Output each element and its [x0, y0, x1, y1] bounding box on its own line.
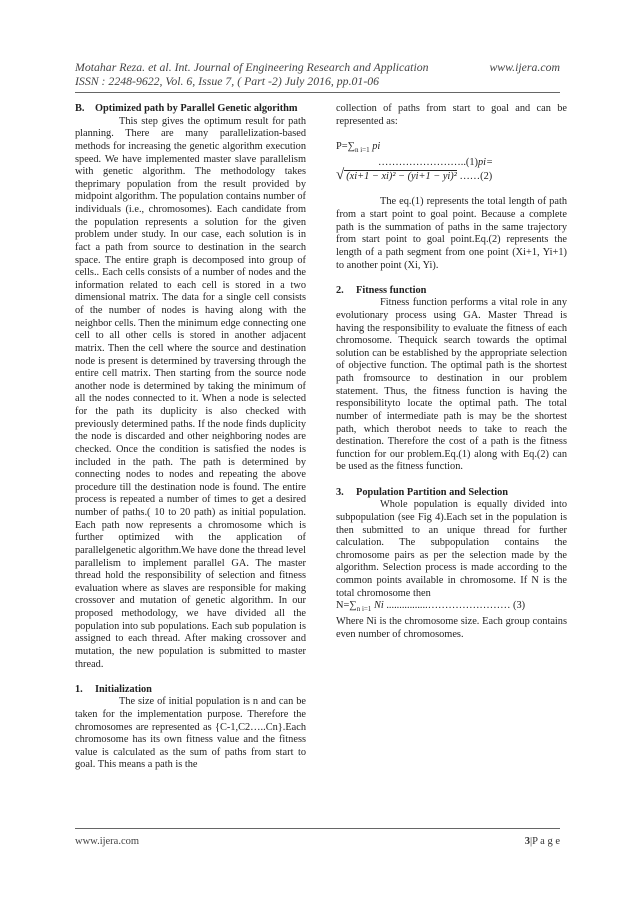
- equation-1: [336, 141, 567, 157]
- path-intro: collection of paths from start to goal and can be represented as:: [336, 103, 567, 127]
- section-2-title: Fitness function: [356, 284, 427, 296]
- issn-line: ISSN : 2248-9622, Vol. 6, Issue 7, ( Part -2) July 2016, pp.01-06: [75, 74, 380, 88]
- section-2-body: Fitness function performs a vital role in any evolutionary process using GA. Master Thread is having the responsibility to evaluate the fitness of each chromosome. Thequick search towards the optimal solution can be established by the appropriate selection of objective function. The optimal path is the shortest path fromsource to destination in our problem statement. Thus, the fitness function is having the responsibilityto locate the optimal path. The total number of intermediate path is may be the shortest path, which therobot needs to take to reach the destination. Therefore the cost of a path is the fitness function for our problem.Eq.(1) along with Eq.(2) can be used as the fitness function.: [336, 297, 567, 473]
- section-b-title: Optimized path by Parallel Genetic algorithm: [95, 103, 298, 114]
- section-1-title: Initialization: [95, 683, 152, 695]
- section-3-heading: [336, 487, 567, 500]
- eq3-limits: n i=1: [356, 605, 372, 614]
- eq1b-term: pi=: [477, 156, 494, 168]
- eq2-dots: ……(2): [459, 171, 493, 183]
- eq3-prefix: N=∑: [336, 600, 357, 612]
- equation-2: [336, 169, 567, 184]
- section-b-body: This step gives the optimum result for path planning. There are many parallelization-based methods for increasing the genetic algorithm execution speed. We have implemented master slave parallelism with genetic algorithm. The methodology takes theprimary population from the result provided by midpoint algorithm. The population contains number of individuals (i.e., chromosomes). Each candidate from the population represents a solution for the given problem under study. In our case, each solution is in fact a path from source to destination in the search space. The entire graph is decomposed into group of cells.. Each cells consists of a number of nodes and the information related to each cell is stored in a two dimensional matrix. The data for a single cell consists of the number of nodes is having along with the neighbor cells. Then the minimum edge connecting one cell to all other cells is stored in another adjacent matrix. Then the cell where the source and destination node is present is determined by traversing through the entire cell matrix. Then starting from the source node another node is determined by taking the minimum of all the nodes connected to it. When a node is selected for the path its duplicity is also checked with previously determined paths. If the node finds duplicity the node is discarded and other neighboring nodes are checked. Once the condition is satisfied the nodes is included in the path. The path is determined by connecting nodes to nodes and repeating the above procedure till the destination node is found. The entire process is repeated a number of times to get a desired number of paths.( 10 to 20 path) as initial population. Each path now represents a chromosome which is further optimized with the application of parallelgenetic algorithm.We have done the thread level parallelism to implement parallel GA. The master thread hold the responsibility of selection and fitness evaluation where as slaves are responsible for making crossover and mutation of genetic algorithm. In our proposed methodology, we have divided all the population into sub populations. Each sub population is assigned to each thread. After making crossover and mutation, the new population is submitted to master thread.: [75, 115, 306, 670]
- running-header: [75, 60, 560, 88]
- page-footer: [75, 832, 560, 850]
- section-2-number: 2.: [336, 284, 344, 296]
- section-1-number: 1.: [75, 683, 83, 695]
- section-2-heading: [336, 285, 567, 298]
- right-column: [336, 103, 567, 641]
- eq1-prefix: P=∑: [336, 140, 355, 152]
- left-column: [75, 103, 306, 772]
- eq1-term: pi: [372, 140, 381, 152]
- sqrt-symbol: √: [336, 167, 345, 184]
- equation-1-number-line: [336, 157, 567, 170]
- page-label: |P a g e: [530, 835, 560, 847]
- journal-website[interactable]: www.ijera.com: [489, 60, 560, 74]
- page-number: [525, 836, 560, 847]
- section-3-number: 3.: [336, 486, 344, 498]
- header-rule: [75, 92, 560, 93]
- section-3-title: Population Partition and Selection: [356, 486, 509, 498]
- section-1-body: The size of initial population is n and can be taken for the implementation purpose. Therefore the chromosomes are represented as {C-1,C2…..Cn}.Each chromosome has its own fitness value and the fitness value is calculated as the sum of paths from start to goal. This means a path is the: [75, 696, 306, 771]
- equation-3: [336, 600, 567, 616]
- section-1-heading: [75, 684, 306, 697]
- equation-explanation: The eq.(1) represents the total length of path from a start point to goal point. Because a complete path is the summation of paths in the same trajectory from start point to goal point.Eq.(2) represents the length of a path segment from one point (Xi+1, Yi+1) to another point (Xi, Yi).: [336, 196, 567, 271]
- eq1-dots: ……………………..(1): [378, 156, 478, 168]
- section-3-tail: Where Ni is the chromosome size. Each group contains even number of chromosomes.: [336, 616, 567, 640]
- section-b-heading: [75, 103, 306, 116]
- section-b-number: B.: [75, 103, 85, 114]
- eq1-limits: n i=1: [354, 145, 370, 154]
- footer-website[interactable]: www.ijera.com: [75, 835, 140, 847]
- footer-rule: [75, 828, 560, 829]
- section-3-body: Whole population is equally divided into subpopulation (see Fig 4).Each set in the population is then submitted to an unique thread for further calculation. The subpopulation contains the chromosome pairs as per the selection made by the algorithm. Selection process is made according to the common points available in chromosome. If N is the total chromosome then: [336, 499, 567, 599]
- eq3-term: Ni: [373, 600, 384, 612]
- eq2-radicand: (xi+1 − xi)² − (yi+1 − yi)²: [346, 171, 457, 183]
- eq3-dots: ................…………………… (3): [386, 600, 526, 612]
- page-number-value: 3: [524, 835, 530, 847]
- journal-citation: Motahar Reza. et al. Int. Journal of Engineering Research and Application: [75, 60, 429, 74]
